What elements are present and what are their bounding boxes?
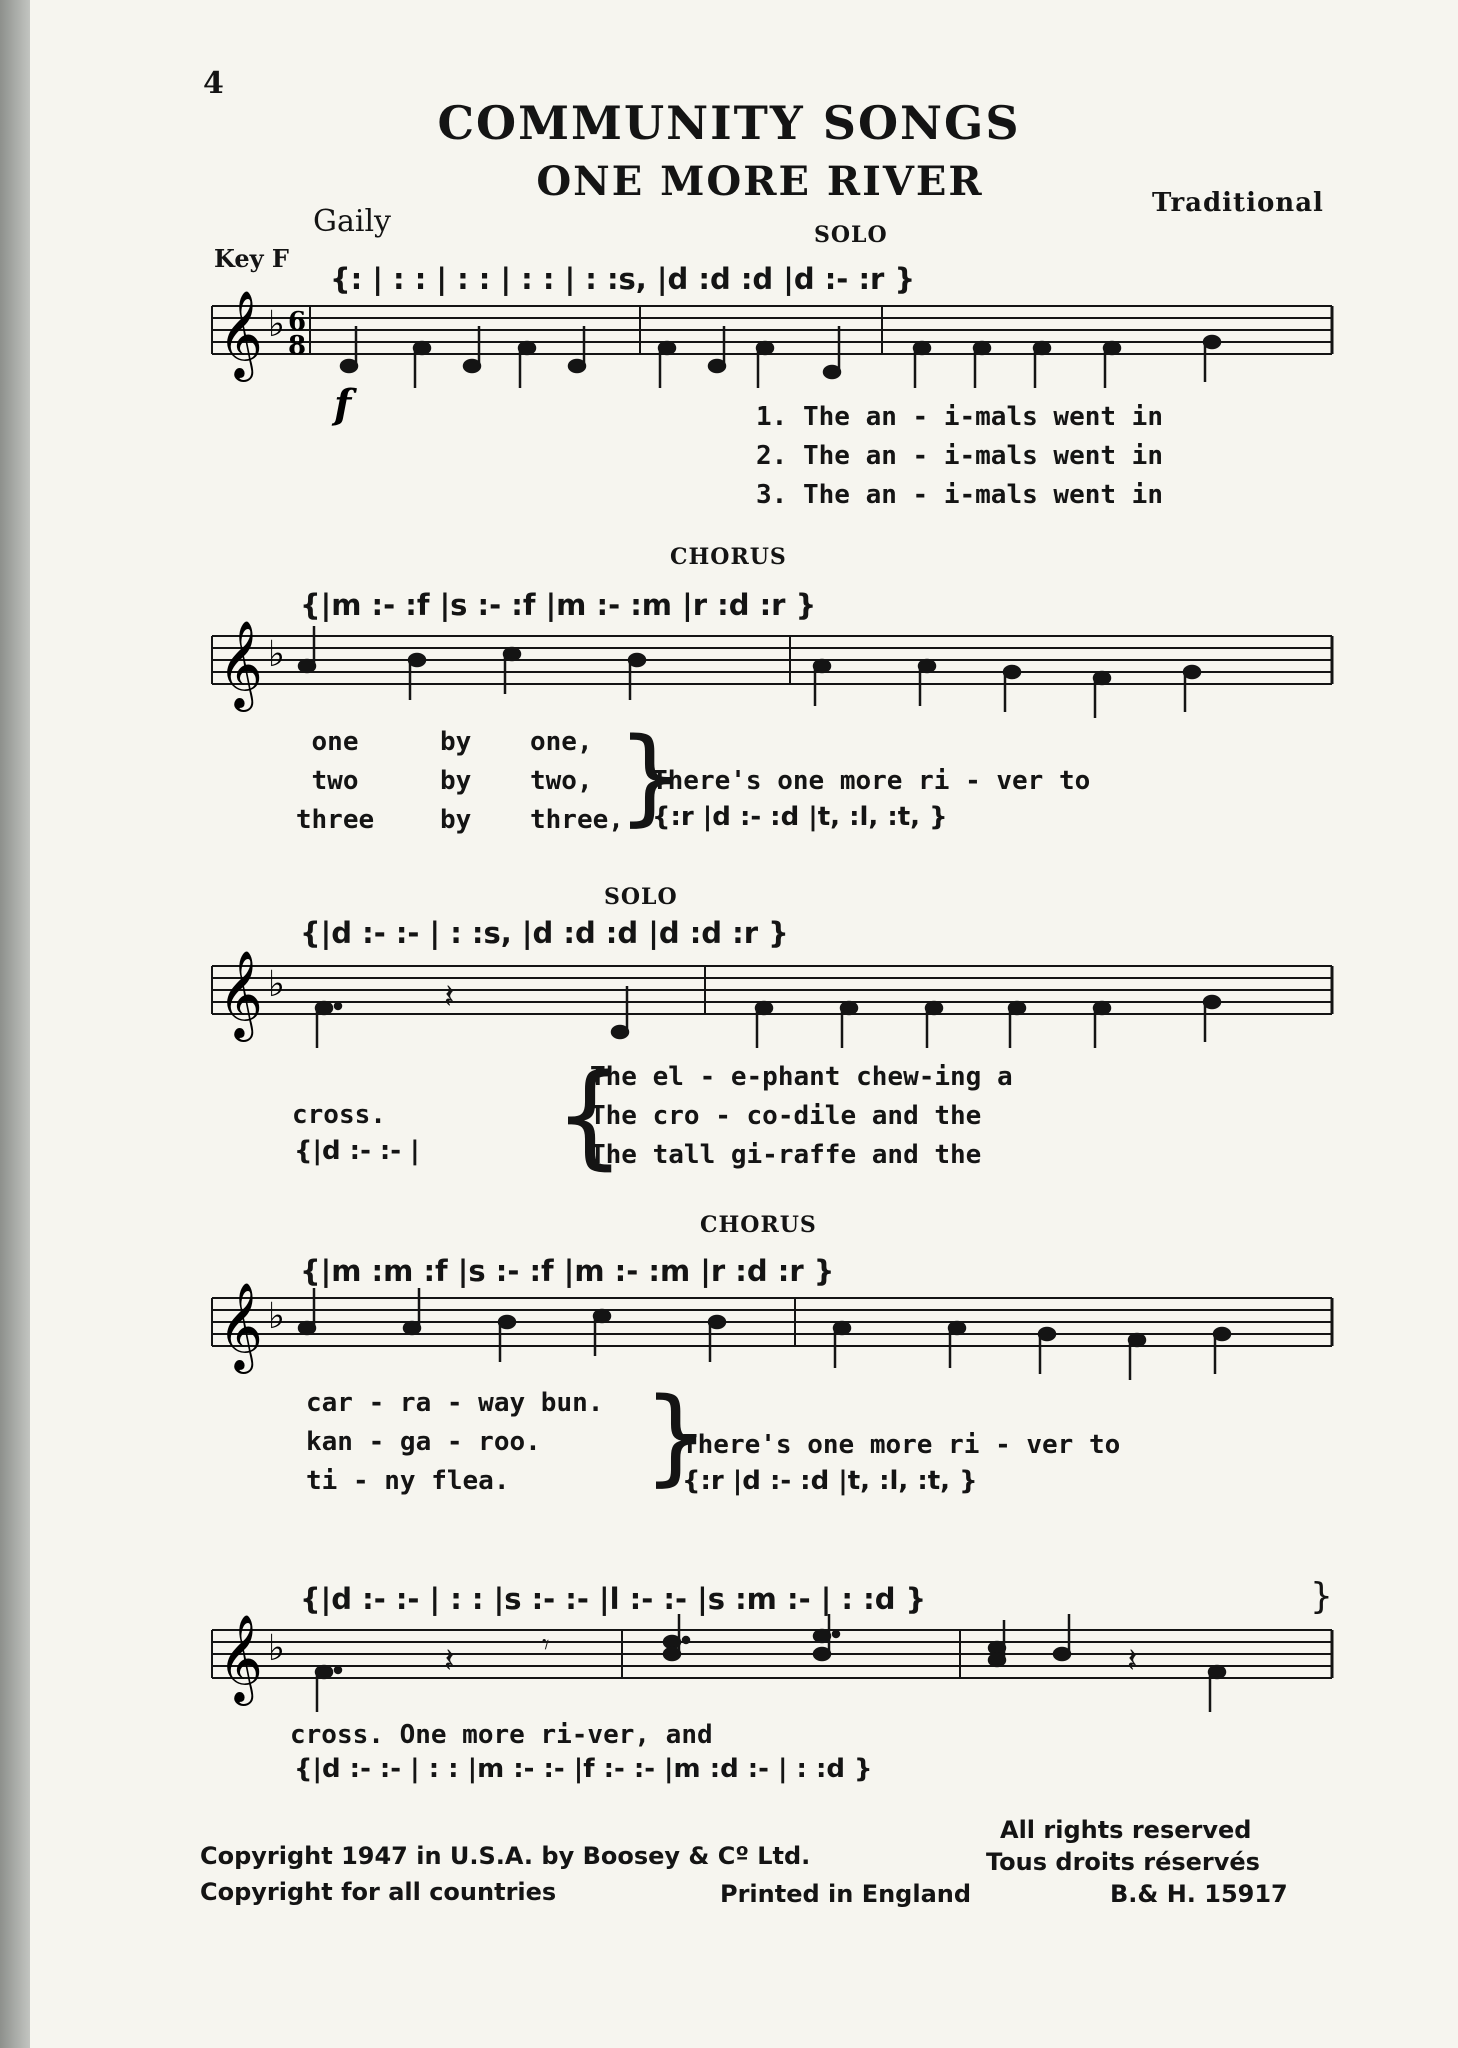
- lyric-col-1: one two three: [295, 727, 375, 835]
- flat-icon: ♭: [268, 964, 285, 1005]
- copyright-all: Copyright for all countries: [200, 1878, 557, 1906]
- song-title: ONE MORE RIVER: [536, 158, 984, 205]
- tempo-marking: Gaily: [313, 204, 391, 239]
- page-number: 4: [203, 66, 224, 101]
- flat-icon: ♭: [268, 304, 285, 345]
- solfa-below-3: {|d :- :- |: [294, 1136, 420, 1166]
- treble-clef-icon: 𝄞: [218, 289, 263, 378]
- chorus-label-1: CHORUS: [670, 544, 787, 570]
- chorus-line-kangaroo: kan - ga - roo.: [306, 1427, 541, 1457]
- copyright-usa: Copyright 1947 in U.S.A. by Boosey & Cº Ltd.: [200, 1842, 811, 1870]
- notes-5: [316, 1614, 1225, 1712]
- solfa-line-2: {|m :- :f |s :- :f |m :- :m |r :d :r }: [300, 588, 817, 622]
- treble-clef-icon: 𝄞: [218, 619, 263, 708]
- verse-line-giraffe: The tall gi-raffe and the: [590, 1140, 982, 1170]
- chorus-line-flea: ti - ny flea.: [306, 1466, 510, 1496]
- verse2-line: 2. The an - i-mals went in: [756, 441, 1163, 471]
- rest-icon: 𝄽: [444, 1641, 455, 1681]
- flat-icon: ♭: [268, 1296, 285, 1337]
- chorus-line-caraway: car - ra - way bun.: [306, 1388, 604, 1418]
- lyric-col-3: one, two, three,: [530, 727, 624, 835]
- solfa-below-2: {:r |d :- :d |t, :l, :t, }: [652, 802, 948, 832]
- dynamic-forte: f: [334, 381, 352, 428]
- treble-clef-icon: 𝄞: [218, 949, 263, 1038]
- cross-word-1: cross.: [292, 1100, 386, 1130]
- chorus-label-2: CHORUS: [700, 1212, 817, 1238]
- final-lyrics: cross. One more ri-ver, and: [290, 1720, 713, 1750]
- eighth-rest-icon: 𝄾: [542, 1628, 550, 1661]
- refrain-line-1: There's one more ri - ver to: [652, 766, 1091, 796]
- solfa-below-4: {:r |d :- :d |t, :l, :t, }: [682, 1466, 978, 1496]
- time-sig-bottom: 8: [288, 331, 307, 361]
- page-edge-shadow: [0, 0, 30, 2048]
- droits-reserves: Tous droits réservés: [986, 1848, 1260, 1876]
- treble-clef-icon: 𝄞: [218, 1613, 263, 1702]
- rest-icon: 𝄽: [1127, 1641, 1138, 1681]
- lyric-col-2: by by by: [440, 727, 472, 835]
- solfa-line-3: {|d :- :- | : :s, |d :d :d |d :d :r }: [300, 916, 789, 950]
- treble-clef-icon: 𝄞: [218, 1281, 263, 1370]
- solfa-line-5: {|d :- :- | : : |s :- :- |l :- :- |s :m :- | : :d }: [300, 1582, 927, 1616]
- flat-icon: ♭: [268, 634, 285, 675]
- attribution: Traditional: [1152, 188, 1324, 218]
- solfa-below-5: {|d :- :- | : : |m :- :- |f :- :- |m :d :- | : :d }: [294, 1754, 873, 1784]
- notes-3: [316, 977, 1220, 1048]
- verse-line-crocodile: The cro - co-dile and the: [590, 1101, 982, 1131]
- solo-label-1: SOLO: [814, 222, 888, 248]
- flat-icon: ♭: [268, 1628, 285, 1669]
- right-brace-icon: }: [617, 715, 684, 837]
- solo-label-2: SOLO: [604, 884, 678, 910]
- staff-4: [212, 1281, 1337, 1392]
- staff-2: [212, 619, 1337, 730]
- right-brace-icon: }: [1310, 1576, 1333, 1617]
- notes-1: [341, 326, 1220, 388]
- staff-3: [212, 949, 1337, 1060]
- time-sig-top: 6: [288, 307, 307, 337]
- catalog-number: B.& H. 15917: [1110, 1880, 1288, 1908]
- verse1-line: 1. The an - i-mals went in: [756, 402, 1163, 432]
- key-label: Key F: [214, 244, 289, 273]
- rest-icon: 𝄽: [444, 977, 455, 1017]
- printed-in: Printed in England: [720, 1880, 972, 1908]
- solfa-line-1: {: | : : | : : | : : | : :s, |d :d :d |d :- :r }: [330, 262, 916, 296]
- solfa-line-4: {|m :m :f |s :- :f |m :- :m |r :d :r }: [300, 1254, 835, 1288]
- rights-reserved: All rights reserved: [1000, 1816, 1252, 1844]
- book-title: COMMUNITY SONGS: [437, 96, 1021, 150]
- verse-line-elephant: The el - e-phant chew-ing a: [590, 1062, 1013, 1092]
- verse3-line: 3. The an - i-mals went in: [756, 480, 1163, 510]
- right-brace-icon: }: [643, 1375, 710, 1497]
- refrain-line-2: There's one more ri - ver to: [682, 1430, 1121, 1460]
- staff-5: [212, 1613, 1337, 1724]
- left-brace-icon: {: [554, 1051, 626, 1181]
